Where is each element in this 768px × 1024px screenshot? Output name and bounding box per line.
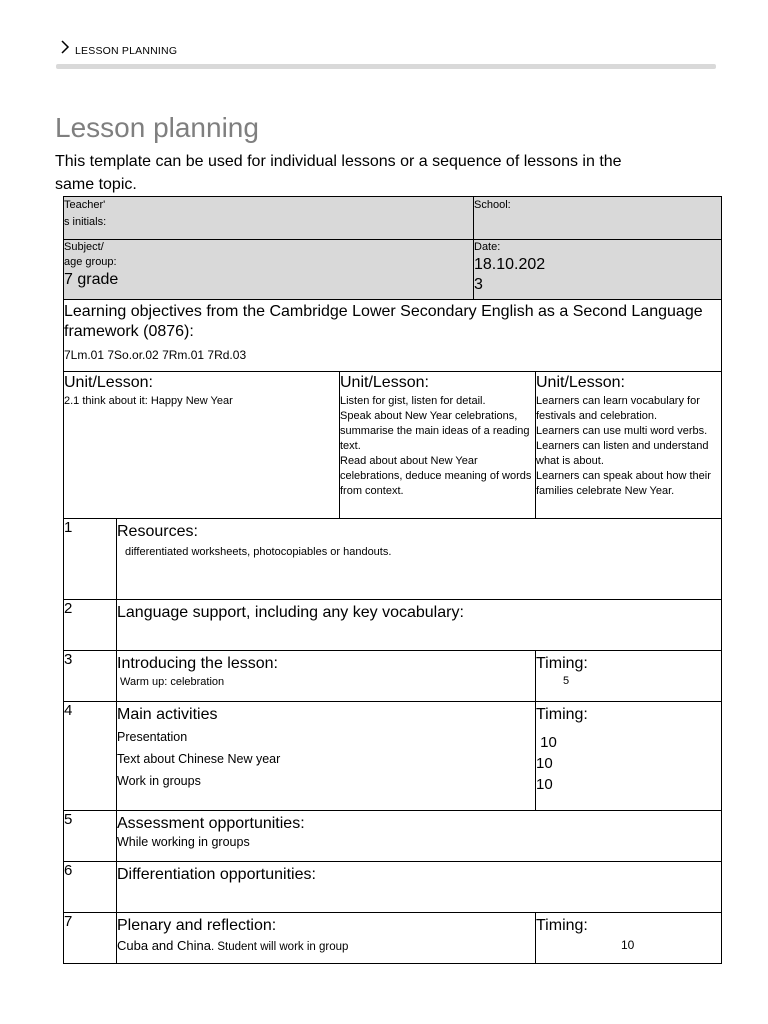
language-support-label: Language support, including any key vocabulary: [117, 604, 464, 621]
date-cell[interactable] [474, 240, 722, 300]
school-cell[interactable] [474, 197, 722, 240]
intro-text: This template can be used for individual lessons or a sequence of lessons in the same topic. [55, 153, 622, 193]
timing-value: 10 [536, 734, 557, 751]
assessment-label: Assessment opportunities: [117, 815, 305, 832]
unit-line: Learners can listen and understand what is about. [536, 440, 709, 467]
introduction-row [64, 651, 722, 702]
timing-label: Timing: [536, 917, 588, 934]
plenary-label: Plenary and reflection: [117, 917, 277, 934]
plenary-text [117, 937, 535, 955]
introduction-text: Warm up: celebration [120, 676, 225, 688]
introduction-timing-cell [536, 651, 722, 702]
date-label: Date: [474, 241, 501, 253]
unit-line: Learners can learn vocabulary for festivals and celebration. [536, 395, 700, 422]
teacher-row [64, 197, 722, 240]
school-label: School: [474, 199, 511, 211]
date-value-cont: 3 [474, 276, 483, 293]
subject-label: Subject/ [64, 241, 104, 253]
resources-text: differentiated worksheets, photocopiables or handouts. [125, 546, 392, 558]
assessment-row [64, 811, 722, 862]
activity-item: Text about Chinese New year [117, 752, 281, 766]
unit-cell-3 [536, 372, 722, 519]
objectives-codes: 7Lm.01 7So.or.02 7Rm.01 7Rd.03 [64, 348, 247, 362]
main-activities-timing-cell [536, 702, 722, 811]
main-activities-cell [117, 702, 536, 811]
unit-label: Unit/Lesson: [64, 374, 153, 391]
subject-label-cont: age group: [64, 256, 117, 268]
objectives-row [64, 300, 722, 372]
breadcrumb: LESSON PLANNING [75, 45, 178, 57]
resources-row [64, 519, 722, 600]
subject-value: 7 grade [64, 271, 119, 288]
unit-line: Read about about New Year celebrations, deduce meaning of words from context. [340, 455, 532, 497]
objectives-cell [64, 300, 722, 372]
teacher-label-cont: s initials: [64, 216, 107, 228]
introduction-cell [117, 651, 536, 702]
plenary-row [64, 913, 722, 964]
unit-text: 2.1 think about it: Happy New Year [64, 395, 233, 407]
resources-cell [117, 519, 722, 600]
header-divider [56, 64, 716, 69]
plenary-text-a: Cuba and China [117, 938, 211, 953]
activity-item: Presentation [117, 730, 188, 744]
plenary-cell [117, 913, 536, 964]
introduction-label: Introducing the lesson: [117, 655, 278, 672]
timing-value: 5 [563, 675, 570, 687]
unit-label: Unit/Lesson: [340, 374, 429, 391]
unit-line: Learners can use multi word verbs. [536, 425, 708, 437]
row-number: 3 [64, 651, 117, 702]
differentiation-cell [117, 862, 722, 913]
timing-value: 10 [536, 755, 553, 772]
activity-item: Work in groups [117, 774, 201, 788]
chevron-right-icon [60, 40, 70, 54]
teacher-cell[interactable] [64, 197, 474, 240]
row-number: 7 [64, 913, 117, 964]
differentiation-label: Differentiation opportunities: [117, 866, 316, 883]
timing-label: Timing: [536, 655, 588, 672]
unit-line: Learners can speak about how their families celebrate New Year. [536, 470, 711, 497]
teacher-label: Teacher' [64, 199, 106, 211]
unit-line: Speak about New Year celebrations, summarise the main ideas of a reading text. [340, 410, 530, 452]
differentiation-row [64, 862, 722, 913]
lesson-plan-table [63, 196, 722, 964]
timing-label: Timing: [536, 706, 588, 723]
unit-cell-2 [340, 372, 536, 519]
language-support-row [64, 600, 722, 651]
units-row [64, 372, 722, 519]
unit-line: Listen for gist, listen for detail. [340, 395, 486, 407]
resources-label: Resources: [117, 523, 198, 540]
subject-row [64, 240, 722, 300]
row-number: 6 [64, 862, 117, 913]
unit-cell-1 [64, 372, 340, 519]
plenary-text-b: . Student will work in group [210, 941, 349, 953]
plenary-timing-cell [536, 913, 722, 964]
page-title: Lesson planning [55, 112, 259, 143]
assessment-text: While working in groups [117, 835, 250, 849]
assessment-cell [117, 811, 722, 862]
timing-value: 10 [621, 938, 635, 952]
row-number: 2 [64, 600, 117, 651]
main-activities-label: Main activities [117, 706, 218, 723]
main-activities-row [64, 702, 722, 811]
row-number: 1 [64, 519, 117, 600]
subject-cell[interactable] [64, 240, 474, 300]
language-support-cell [117, 600, 722, 651]
objectives-heading: Learning objectives from the Cambridge Lower Secondary English as a Second Language framework (0876): [64, 303, 703, 340]
row-number: 5 [64, 811, 117, 862]
date-value: 18.10.202 [474, 256, 546, 273]
timing-value: 10 [536, 776, 553, 793]
row-number: 4 [64, 702, 117, 811]
unit-label: Unit/Lesson: [536, 374, 625, 391]
